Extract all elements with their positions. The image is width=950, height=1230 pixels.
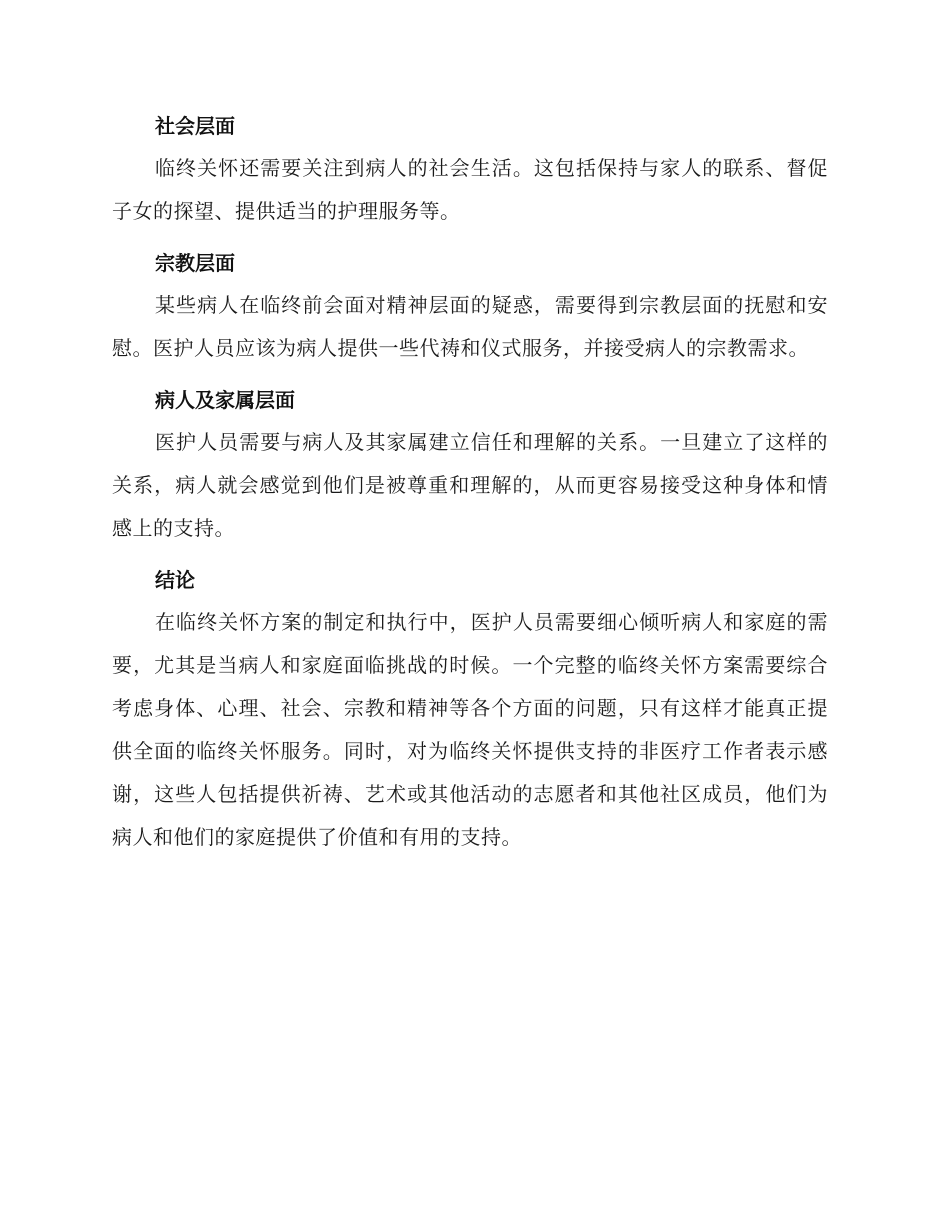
section-heading-social: 社会层面	[155, 114, 235, 138]
paragraph-religion: 某些病人在临终前会面对精神层面的疑惑，需要得到宗教层面的抚慰和安慰。医护人员应该为病人提供一些代祷和仪式服务，并接受病人的宗教需求。	[112, 293, 828, 360]
section-heading-conclusion: 结论	[155, 568, 195, 592]
paragraph-social: 临终关怀还需要关注到病人的社会生活。这包括保持与家人的联系、督促子女的探望、提供适当的护理服务等。	[112, 156, 828, 223]
section-heading-patient-family: 病人及家属层面	[155, 388, 295, 412]
section-heading-religion: 宗教层面	[155, 251, 235, 275]
paragraph-patient-family: 医护人员需要与病人及其家属建立信任和理解的关系。一旦建立了这样的关系，病人就会感觉到他们是被尊重和理解的，从而更容易接受这种身体和情感上的支持。	[112, 430, 828, 540]
document-page	[112, 105, 828, 868]
paragraph-conclusion: 在临终关怀方案的制定和执行中，医护人员需要细心倾听病人和家庭的需要，尤其是当病人和家庭面临挑战的时候。一个完整的临终关怀方案需要综合考虑身体、心理、社会、宗教和精神等各个方面的问题，只有这样才能真正提供全面的临终关怀服务。同时，对为临终关怀提供支持的非医疗工作者表示感谢，这些人包括提供祈祷、艺术或其他活动的志愿者和其他社区成员，他们为病人和他们的家庭提供了价值和有用的支持。	[112, 610, 828, 849]
